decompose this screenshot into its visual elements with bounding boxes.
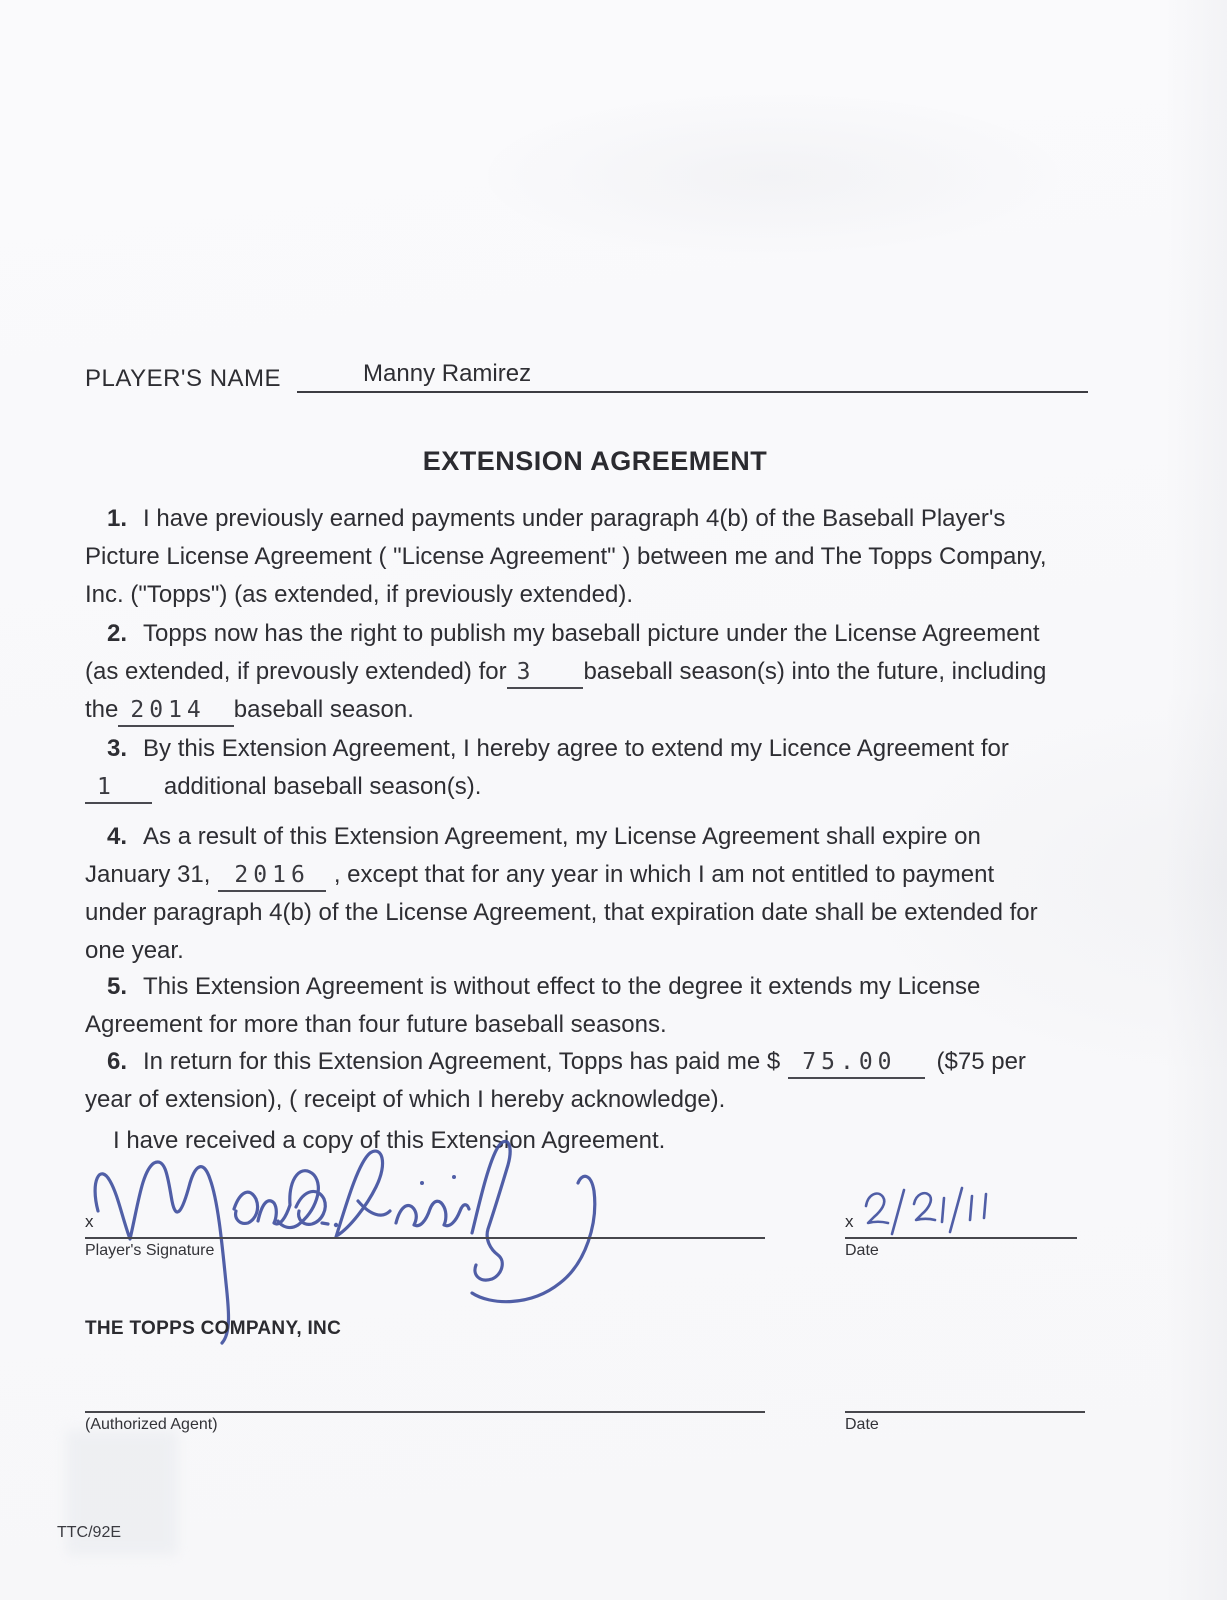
agent-date-label: Date <box>845 1416 879 1433</box>
text-segment: ($75 per <box>936 1048 1026 1075</box>
player-name-row <box>85 360 1088 393</box>
text-segment: , except that for any year in which I am not entitled to payment <box>333 861 995 888</box>
fill-expiration-year: 2016 <box>218 860 325 892</box>
form-code: TTC/92E <box>57 1524 122 1541</box>
text-segment: As a result of this Extension Agreement, my License Agreement shall expire on <box>143 823 981 850</box>
player-name-label: PLAYER'S NAME <box>85 365 282 392</box>
fill-payment-amount: 75.00 <box>788 1047 924 1079</box>
text-line <box>85 1081 1125 1119</box>
player-name-blank-line <box>297 360 1088 393</box>
authorized-agent-label: (Authorized Agent) <box>85 1416 218 1433</box>
player-signature-line <box>85 1237 765 1239</box>
date-label: Date <box>845 1242 879 1259</box>
fill-additional-seasons: 1 <box>85 772 152 804</box>
closing-sentence: I have received a copy of this Extension Agreement. <box>113 1127 666 1154</box>
text-line <box>85 1006 1125 1044</box>
fill-season-year: 2014 <box>118 695 233 727</box>
date-x-mark: x <box>845 1212 854 1231</box>
paragraph-2 <box>85 615 1125 729</box>
text-line <box>85 653 1125 691</box>
text-line <box>85 818 1125 856</box>
text-line <box>85 730 1125 768</box>
text-segment: baseball season(s) into the future, including <box>583 658 1047 685</box>
authorized-agent-line <box>85 1411 765 1413</box>
paragraph-number: 6. <box>107 1048 128 1075</box>
text-line <box>85 932 1125 970</box>
text-segment: baseball season. <box>233 696 414 723</box>
agent-date-line <box>845 1411 1085 1413</box>
text-segment: Topps now has the right to publish my baseball picture under the License Agreement <box>143 620 1040 647</box>
text-segment: By this Extension Agreement, I hereby agree to extend my Licence Agreement for <box>143 735 1009 762</box>
text-segment: In return for this Extension Agreement, Topps has paid me $ <box>143 1048 781 1075</box>
text-line <box>85 1043 1125 1081</box>
text-line <box>85 968 1125 1006</box>
text-line <box>85 691 1125 729</box>
text-segment: January 31, <box>85 861 211 888</box>
text-segment: year of extension), ( receipt of which I hereby acknowledge). <box>85 1086 726 1113</box>
text-segment: under paragraph 4(b) of the License Agreement, that expiration date shall be extended for <box>85 899 1038 926</box>
paragraph-6 <box>85 1043 1125 1119</box>
signature-x-mark: x <box>85 1212 94 1231</box>
text-segment: one year. <box>85 937 184 964</box>
paragraph-4 <box>85 818 1125 970</box>
text-segment: (as extended, if prevously extended) for <box>85 658 507 685</box>
paragraph-5 <box>85 968 1125 1044</box>
paragraph-number: 3. <box>107 735 128 762</box>
text-line <box>85 538 1125 576</box>
text-line <box>85 500 1125 538</box>
paragraph-3 <box>85 730 1125 806</box>
document-title: EXTENSION AGREEMENT <box>422 446 768 476</box>
text-segment: Inc. ("Topps") (as extended, if previously extended). <box>85 581 633 608</box>
paragraph-number: 4. <box>107 823 128 850</box>
player-signature-label: Player's Signature <box>85 1242 215 1259</box>
player-signature-handwriting <box>70 1133 610 1348</box>
text-segment: I have previously earned payments under paragraph 4(b) of the Baseball Player's <box>143 505 1006 532</box>
text-segment: Picture License Agreement ( "License Agreement" ) between me and The Topps Company, <box>85 543 1047 570</box>
text-segment: This Extension Agreement is without effect to the degree it extends my License <box>143 973 981 1000</box>
paragraph-number: 1. <box>107 505 128 532</box>
paragraph-number: 5. <box>107 973 128 1000</box>
text-line <box>85 615 1125 653</box>
player-name-value: Manny Ramirez <box>363 360 532 387</box>
text-segment: Agreement for more than four future baseball seasons. <box>85 1011 667 1038</box>
fill-number-of-seasons: 3 <box>507 657 584 689</box>
text-segment: additional baseball season(s). <box>163 773 482 800</box>
date-line <box>845 1237 1077 1239</box>
company-name: THE TOPPS COMPANY, INC <box>85 1318 342 1339</box>
text-line <box>85 856 1125 894</box>
handwritten-date <box>856 1184 1016 1242</box>
paragraph-1 <box>85 500 1125 614</box>
text-line <box>85 576 1125 614</box>
text-line <box>85 894 1125 932</box>
text-line <box>85 768 1125 806</box>
paragraph-number: 2. <box>107 620 128 647</box>
text-segment: the <box>85 696 119 723</box>
